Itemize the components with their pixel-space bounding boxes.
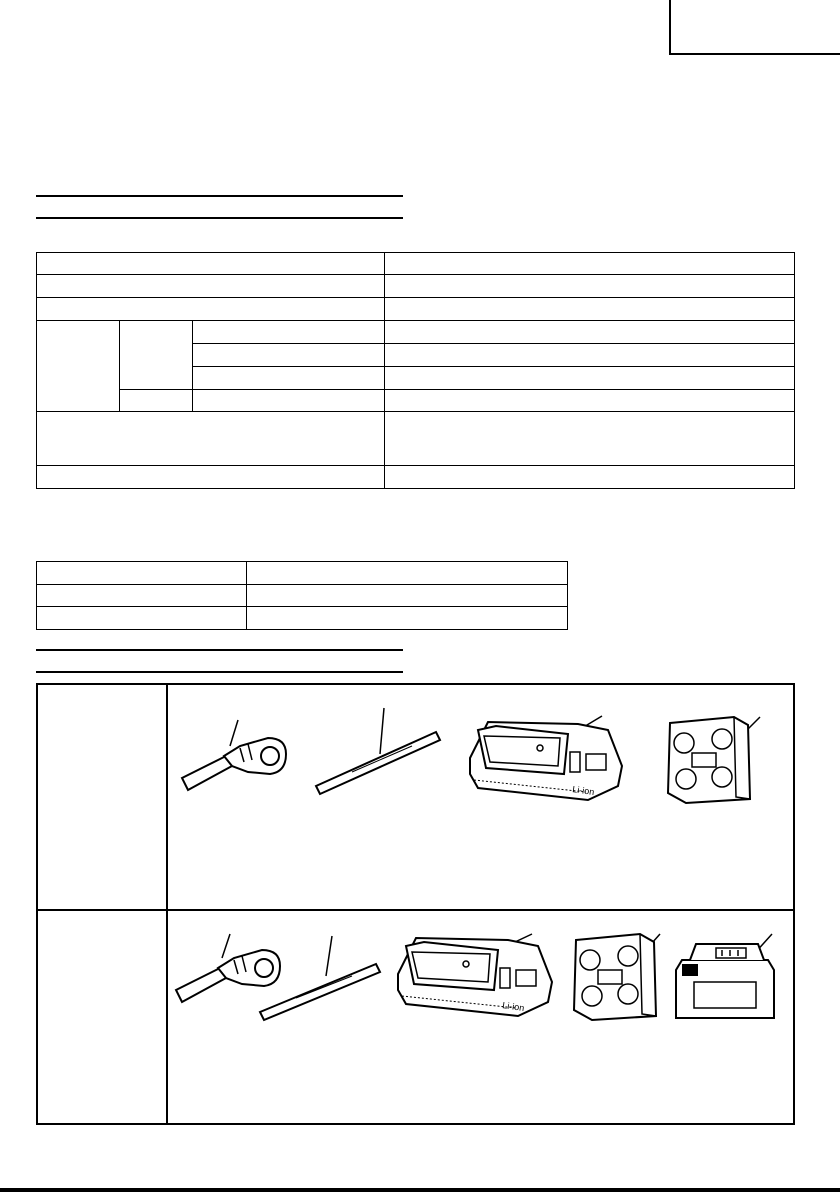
charger-icon xyxy=(468,708,628,808)
spec-value-cell xyxy=(384,253,794,275)
spec-label-cell xyxy=(192,344,384,367)
spec-group-cell xyxy=(37,321,120,412)
spec-label-cell xyxy=(192,321,384,344)
battery-label-cell xyxy=(37,585,247,607)
battery-value-cell xyxy=(246,607,567,630)
charger-icon xyxy=(396,922,556,1024)
table-row xyxy=(37,466,795,489)
section-heading-rule xyxy=(36,195,403,197)
case-icon xyxy=(570,928,670,1022)
spec-value-cell xyxy=(384,298,794,321)
spec-value-cell xyxy=(384,390,794,412)
svg-text:Li-ion: Li-ion xyxy=(571,784,595,798)
table-row xyxy=(37,275,795,298)
spec-label-cell xyxy=(192,367,384,390)
accessories-column-divider xyxy=(166,685,168,1123)
table-row xyxy=(37,562,568,585)
table-row xyxy=(37,412,795,466)
spec-label-cell xyxy=(192,390,384,412)
svg-text:Li-ion: Li-ion xyxy=(501,1000,525,1014)
bar-icon xyxy=(312,706,447,796)
page-tab-box xyxy=(669,0,840,55)
spec-value-cell xyxy=(384,412,794,466)
spec-value-cell xyxy=(384,321,794,344)
battery-icon xyxy=(672,930,782,1024)
specifications-table xyxy=(36,252,795,489)
accessories-row-divider xyxy=(38,909,793,911)
table-row xyxy=(37,390,795,412)
case-icon xyxy=(664,713,764,805)
table-row xyxy=(37,298,795,321)
table-row xyxy=(37,253,795,275)
battery-table xyxy=(36,561,568,630)
section-heading-rule xyxy=(36,671,403,673)
spec-subgroup-cell xyxy=(119,321,192,390)
spec-label-cell xyxy=(37,412,385,466)
bar-icon xyxy=(256,932,386,1022)
table-row xyxy=(37,607,568,630)
page-bottom-edge xyxy=(0,1188,840,1192)
spec-label-cell xyxy=(37,275,385,298)
wrench-icon xyxy=(178,716,293,796)
spec-label-cell xyxy=(37,466,385,489)
spec-subgroup-cell xyxy=(119,390,192,412)
battery-label-cell xyxy=(37,562,247,585)
battery-label-cell xyxy=(37,607,247,630)
spec-label-cell xyxy=(37,253,385,275)
table-row xyxy=(37,321,795,344)
spec-value-cell xyxy=(384,466,794,489)
spec-value-cell xyxy=(384,275,794,298)
section-heading-rule xyxy=(36,649,403,651)
battery-value-cell xyxy=(246,585,567,607)
table-row xyxy=(37,585,568,607)
spec-value-cell xyxy=(384,344,794,367)
battery-value-cell xyxy=(246,562,567,585)
spec-label-cell xyxy=(37,298,385,321)
spec-value-cell xyxy=(384,367,794,390)
section-heading-rule xyxy=(36,217,403,219)
